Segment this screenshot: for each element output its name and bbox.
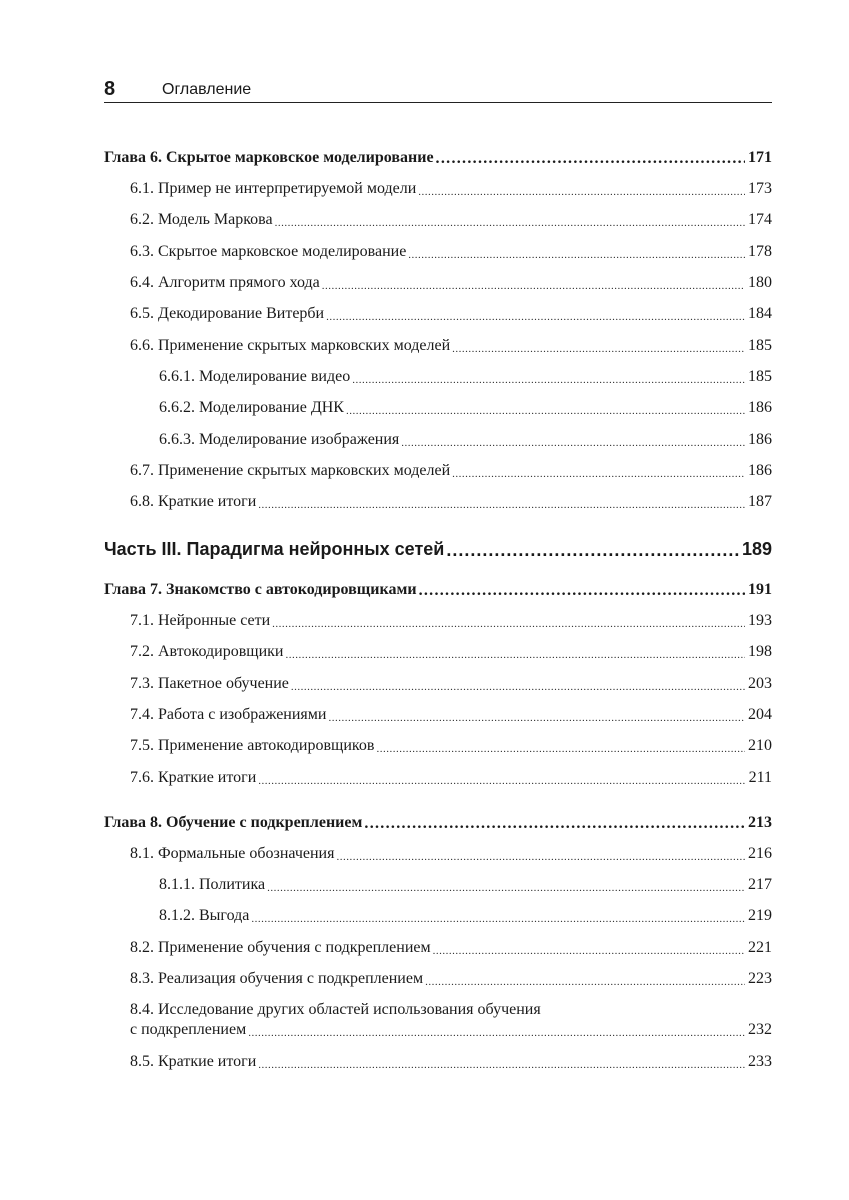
- toc-entry-page: 217: [748, 876, 772, 893]
- toc-entry-title: 8.1. Формальные обозначения: [130, 845, 335, 862]
- dot-leader: [352, 373, 745, 387]
- toc-chapter-7[interactable]: [104, 580, 772, 600]
- dot-leader: [364, 815, 745, 833]
- toc-entry-page: 216: [748, 845, 772, 862]
- toc-entry-page: 203: [748, 675, 772, 692]
- toc-entry-page: 186: [748, 431, 772, 448]
- toc-section-6-5[interactable]: [104, 304, 772, 324]
- toc-section-6-1[interactable]: [104, 179, 772, 199]
- toc-entry-title: 6.6.3. Моделирование изображения: [159, 431, 400, 448]
- toc-subsection-8-1-1[interactable]: [104, 875, 772, 895]
- dot-leader: [419, 582, 745, 600]
- toc-entry-title: Часть III. Парадигма нейронных сетей: [104, 539, 445, 559]
- dot-leader: [418, 185, 745, 199]
- toc-subsection-6-6-3[interactable]: [104, 430, 772, 450]
- dot-leader: [376, 742, 745, 756]
- toc-section-8-3[interactable]: [104, 969, 772, 989]
- dot-leader: [258, 1058, 745, 1072]
- running-title: Оглавление: [162, 81, 252, 98]
- toc-entry-page: 213: [748, 814, 772, 831]
- toc-entry-title: 8.5. Краткие итоги: [130, 1053, 257, 1070]
- toc-entry-title: 6.4. Алгоритм прямого хода: [130, 274, 320, 291]
- dot-leader: [425, 975, 745, 989]
- toc-entry-page: 232: [748, 1021, 772, 1038]
- toc-section-8-5[interactable]: [104, 1052, 772, 1072]
- toc-entry-title: 6.6.2. Моделирование ДНК: [159, 399, 344, 416]
- toc-entry-page: 173: [748, 180, 772, 197]
- page-number: 8: [104, 78, 116, 100]
- toc-entry-title: Глава 8. Обучение с подкреплением: [104, 814, 363, 831]
- toc-section-8-1[interactable]: [104, 844, 772, 864]
- toc-entry-page: 219: [748, 907, 772, 924]
- dot-leader: [408, 248, 745, 262]
- toc-entry-page: 233: [748, 1053, 772, 1070]
- dot-leader: [291, 680, 745, 694]
- toc-entry-title: 6.3. Скрытое марковское моделирование: [130, 243, 407, 260]
- toc-entry-title: 7.6. Краткие итоги: [130, 769, 257, 786]
- dot-leader: [275, 216, 745, 230]
- toc-entry-page: 185: [748, 368, 772, 385]
- toc-entry-page: 223: [748, 970, 772, 987]
- toc-section-6-2[interactable]: [104, 210, 772, 230]
- toc-chapter-8[interactable]: [104, 813, 772, 833]
- toc-entry-title: 6.1. Пример не интерпретируемой модели: [130, 180, 417, 197]
- toc-entry-title: 7.2. Автокодировщики: [130, 643, 284, 660]
- toc-entry-title: 8.1.2. Выгода: [159, 907, 250, 924]
- toc-section-7-5[interactable]: [104, 736, 772, 756]
- toc-section-6-6[interactable]: [104, 336, 772, 356]
- dot-leader: [446, 540, 739, 560]
- toc-entry-page: 187: [748, 493, 772, 510]
- toc-entry-page: 191: [748, 581, 772, 598]
- dot-leader: [328, 711, 745, 725]
- toc-entry-title: Глава 6. Скрытое марковское моделирование: [104, 149, 434, 166]
- page-header: [104, 78, 772, 103]
- toc-entry-title: 6.8. Краткие итоги: [130, 493, 257, 510]
- toc-section-6-4[interactable]: [104, 273, 772, 293]
- dot-leader: [326, 310, 745, 324]
- dot-leader: [285, 648, 745, 662]
- toc-section-7-3[interactable]: [104, 674, 772, 694]
- toc-section-7-4[interactable]: [104, 705, 772, 725]
- toc-entry-title: 8.3. Реализация обучения с подкреплением: [130, 970, 424, 987]
- dot-leader: [452, 467, 745, 481]
- toc-entry-title: 7.5. Применение автокодировщиков: [130, 737, 375, 754]
- toc-entry-page: 186: [748, 399, 772, 416]
- toc-entry-title: 7.4. Работа с изображениями: [130, 706, 327, 723]
- dot-leader: [346, 404, 745, 418]
- toc-entry-page: 221: [748, 939, 772, 956]
- dot-leader: [272, 617, 745, 631]
- dot-leader: [258, 774, 745, 788]
- toc-entry-page: 189: [741, 539, 772, 559]
- toc-section-8-4[interactable]: [104, 1000, 772, 1040]
- toc-section-7-2[interactable]: [104, 642, 772, 662]
- toc-entry-page: 185: [748, 337, 772, 354]
- toc-section-7-1[interactable]: [104, 611, 772, 631]
- dot-leader: [248, 1026, 745, 1040]
- toc-entry-title: 8.2. Применение обучения с подкреплением: [130, 939, 431, 956]
- toc-subsection-6-6-2[interactable]: [104, 398, 772, 418]
- toc-subsection-8-1-2[interactable]: [104, 906, 772, 926]
- toc-entry-page: 193: [748, 612, 772, 629]
- toc-entry-title: 6.5. Декодирование Витерби: [130, 305, 325, 322]
- toc-section-7-6[interactable]: [104, 768, 772, 788]
- toc-entry-page: 186: [748, 462, 772, 479]
- dot-leader: [436, 150, 745, 168]
- toc-entry-page: 178: [748, 243, 772, 260]
- toc-entry-title: 6.2. Модель Маркова: [130, 211, 273, 228]
- toc-part-3[interactable]: [104, 538, 772, 560]
- toc-entry-page: 198: [748, 643, 772, 660]
- toc-entry-page: 184: [748, 305, 772, 322]
- toc-entry-page: 210: [748, 737, 772, 754]
- toc-section-8-2[interactable]: [104, 938, 772, 958]
- dot-leader: [322, 279, 745, 293]
- toc-entry-title: 7.3. Пакетное обучение: [130, 675, 289, 692]
- toc-entry-title-continued: с подкреплением: [130, 1021, 247, 1038]
- toc-section-6-3[interactable]: [104, 242, 772, 262]
- dot-leader: [336, 850, 745, 864]
- dot-leader: [267, 881, 745, 895]
- toc-section-6-7[interactable]: [104, 461, 772, 481]
- toc-entry-title: 6.6. Применение скрытых марковских моделей: [130, 337, 451, 354]
- toc-entry-page: 211: [748, 769, 772, 786]
- dot-leader: [251, 912, 745, 926]
- toc-entry-page: 171: [748, 149, 772, 166]
- toc-entry-title: 6.7. Применение скрытых марковских моделей: [130, 462, 451, 479]
- toc-entry-title: Глава 7. Знакомство с автокодировщиками: [104, 581, 417, 598]
- toc-chapter-6[interactable]: [104, 148, 772, 168]
- toc-entry-title: 6.6.1. Моделирование видео: [159, 368, 351, 385]
- toc-entry-title: 8.1.1. Политика: [159, 876, 266, 893]
- toc-subsection-6-6-1[interactable]: [104, 367, 772, 387]
- dot-leader: [452, 342, 745, 356]
- dot-leader: [401, 436, 745, 450]
- dot-leader: [258, 498, 745, 512]
- toc-entry-title: 8.4. Исследование других областей использования обучения: [130, 1001, 541, 1018]
- toc-section-6-8[interactable]: [104, 492, 772, 512]
- toc-entry-page: 174: [748, 211, 772, 228]
- toc-entry-line2: [130, 1020, 772, 1040]
- dot-leader: [433, 944, 745, 958]
- toc-entry-page: 180: [748, 274, 772, 291]
- toc-entry-page: 204: [748, 706, 772, 723]
- toc-entry-title: 7.1. Нейронные сети: [130, 612, 271, 629]
